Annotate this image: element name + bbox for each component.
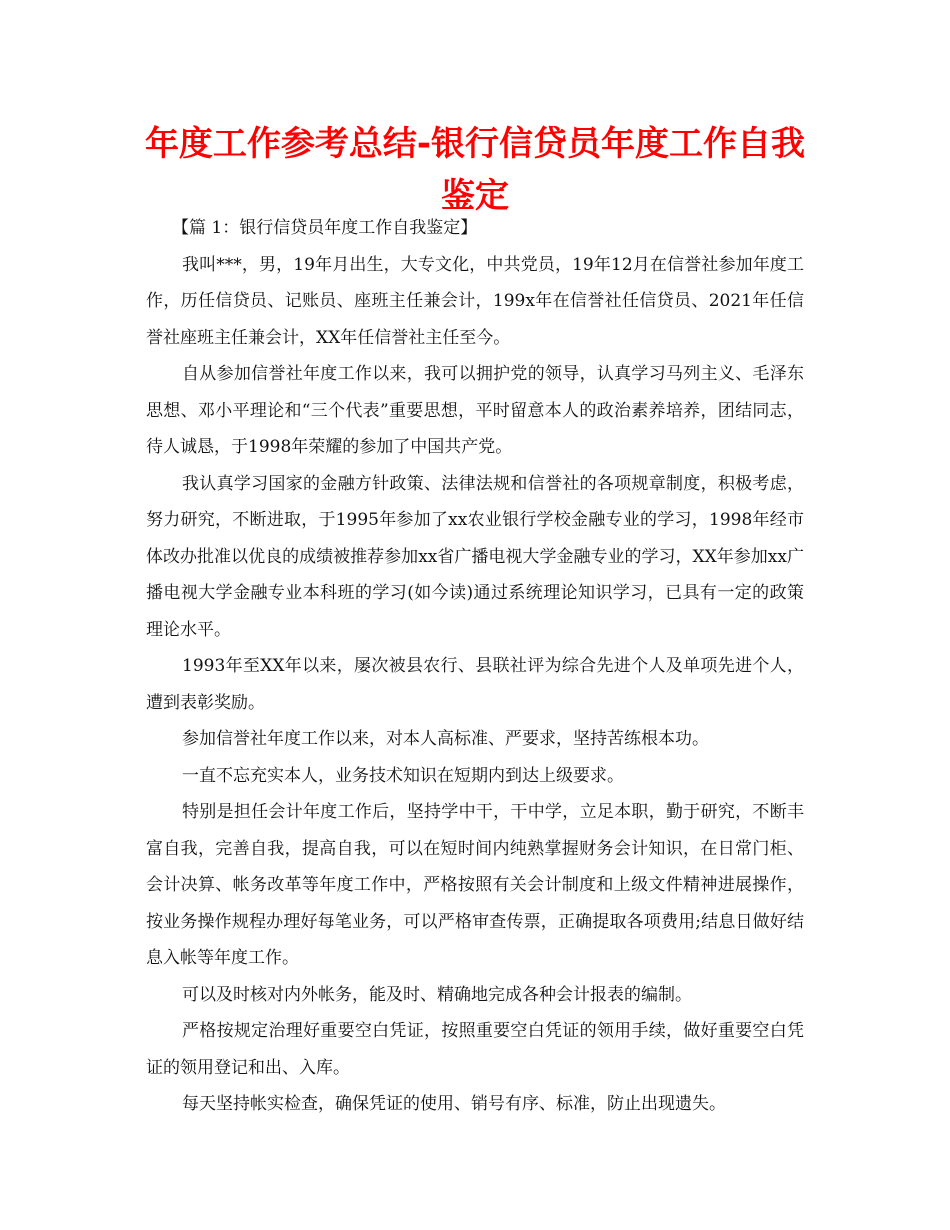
paragraph-5: 参加信誉社年度工作以来，对本人高标准、严要求，坚持苦练根本功。 bbox=[182, 729, 709, 749]
paragraph-4: 1993年至XX年以来，屡次被县农行、县联社评为综合先进个人及单项先进个人，遭到表彰奖励。 bbox=[146, 656, 804, 713]
paragraph-8: 可以及时核对内外帐务，能及时、精确地完成各种会计报表的编制。 bbox=[182, 984, 692, 1005]
document-body bbox=[146, 210, 804, 1123]
paragraph-2: 自从参加信誉社年度工作以来，我可以拥护党的领导，认真学习马列主义、毛泽东思想、邓小平理论和“三个代表”重要思想，平时留意本人的政治素养培养，团结同志，待人诚恳，于1998年荣耀的参加了中国共产党。 bbox=[146, 364, 804, 457]
paragraph-10: 每天坚持帐实检查，确保凭证的使用、销号有序、标准，防止出现遗失。 bbox=[182, 1094, 726, 1114]
document-title: 年度工作参考总结-银行信贷员年度工作自我鉴定 bbox=[144, 124, 806, 216]
section-heading: 【篇 1：银行信贷员年度工作自我鉴定】 bbox=[172, 218, 478, 238]
paragraph-6: 一直不忘充实本人，业务技术知识在短期内到达上级要求。 bbox=[182, 765, 624, 786]
paragraph-7: 特别是担任会计年度工作后，坚持学中干，干中学，立足本职，勤于研究，不断丰富自我，完善自我，提高自我，可以在短时间内纯熟掌握财务会计知识，在日常门柜、会计决算、帐务改革等年度工作中，严格按照有关会计制度和上级文件精神进展操作，按业务操作规程办理好每笔业务，可以严格审查传票，正确提取各项费用;结息日做好结息入帐等年度工作。 bbox=[146, 802, 804, 968]
paragraph-9: 严格按规定治理好重要空白凭证，按照重要空白凭证的领用手续，做好重要空白凭证的领用登记和出、入库。 bbox=[146, 1021, 804, 1078]
paragraph-1: 我叫***，男，19年月出生，大专文化，中共党员，19年12月在信誉社参加年度工作，历任信贷员、记账员、座班主任兼会计，199x年在信誉社任信贷员、2021年任信誉社座班主任兼会计，XX年任信誉社主任至今。 bbox=[146, 254, 804, 348]
paragraph-3: 我认真学习国家的金融方针政策、法律法规和信誉社的各项规章制度，积极考虑，努力研究，不断进取，于1995年参加了xx农业银行学校金融专业的学习，1998年经市体改办批准以优良的成绩被推荐参加xx省广播电视大学金融专业的学习，XX年参加xx广播电视大学金融专业本科班的学习(如今读)通过系统理论知识学习，已具有一定的政策理论水平。 bbox=[146, 473, 804, 640]
